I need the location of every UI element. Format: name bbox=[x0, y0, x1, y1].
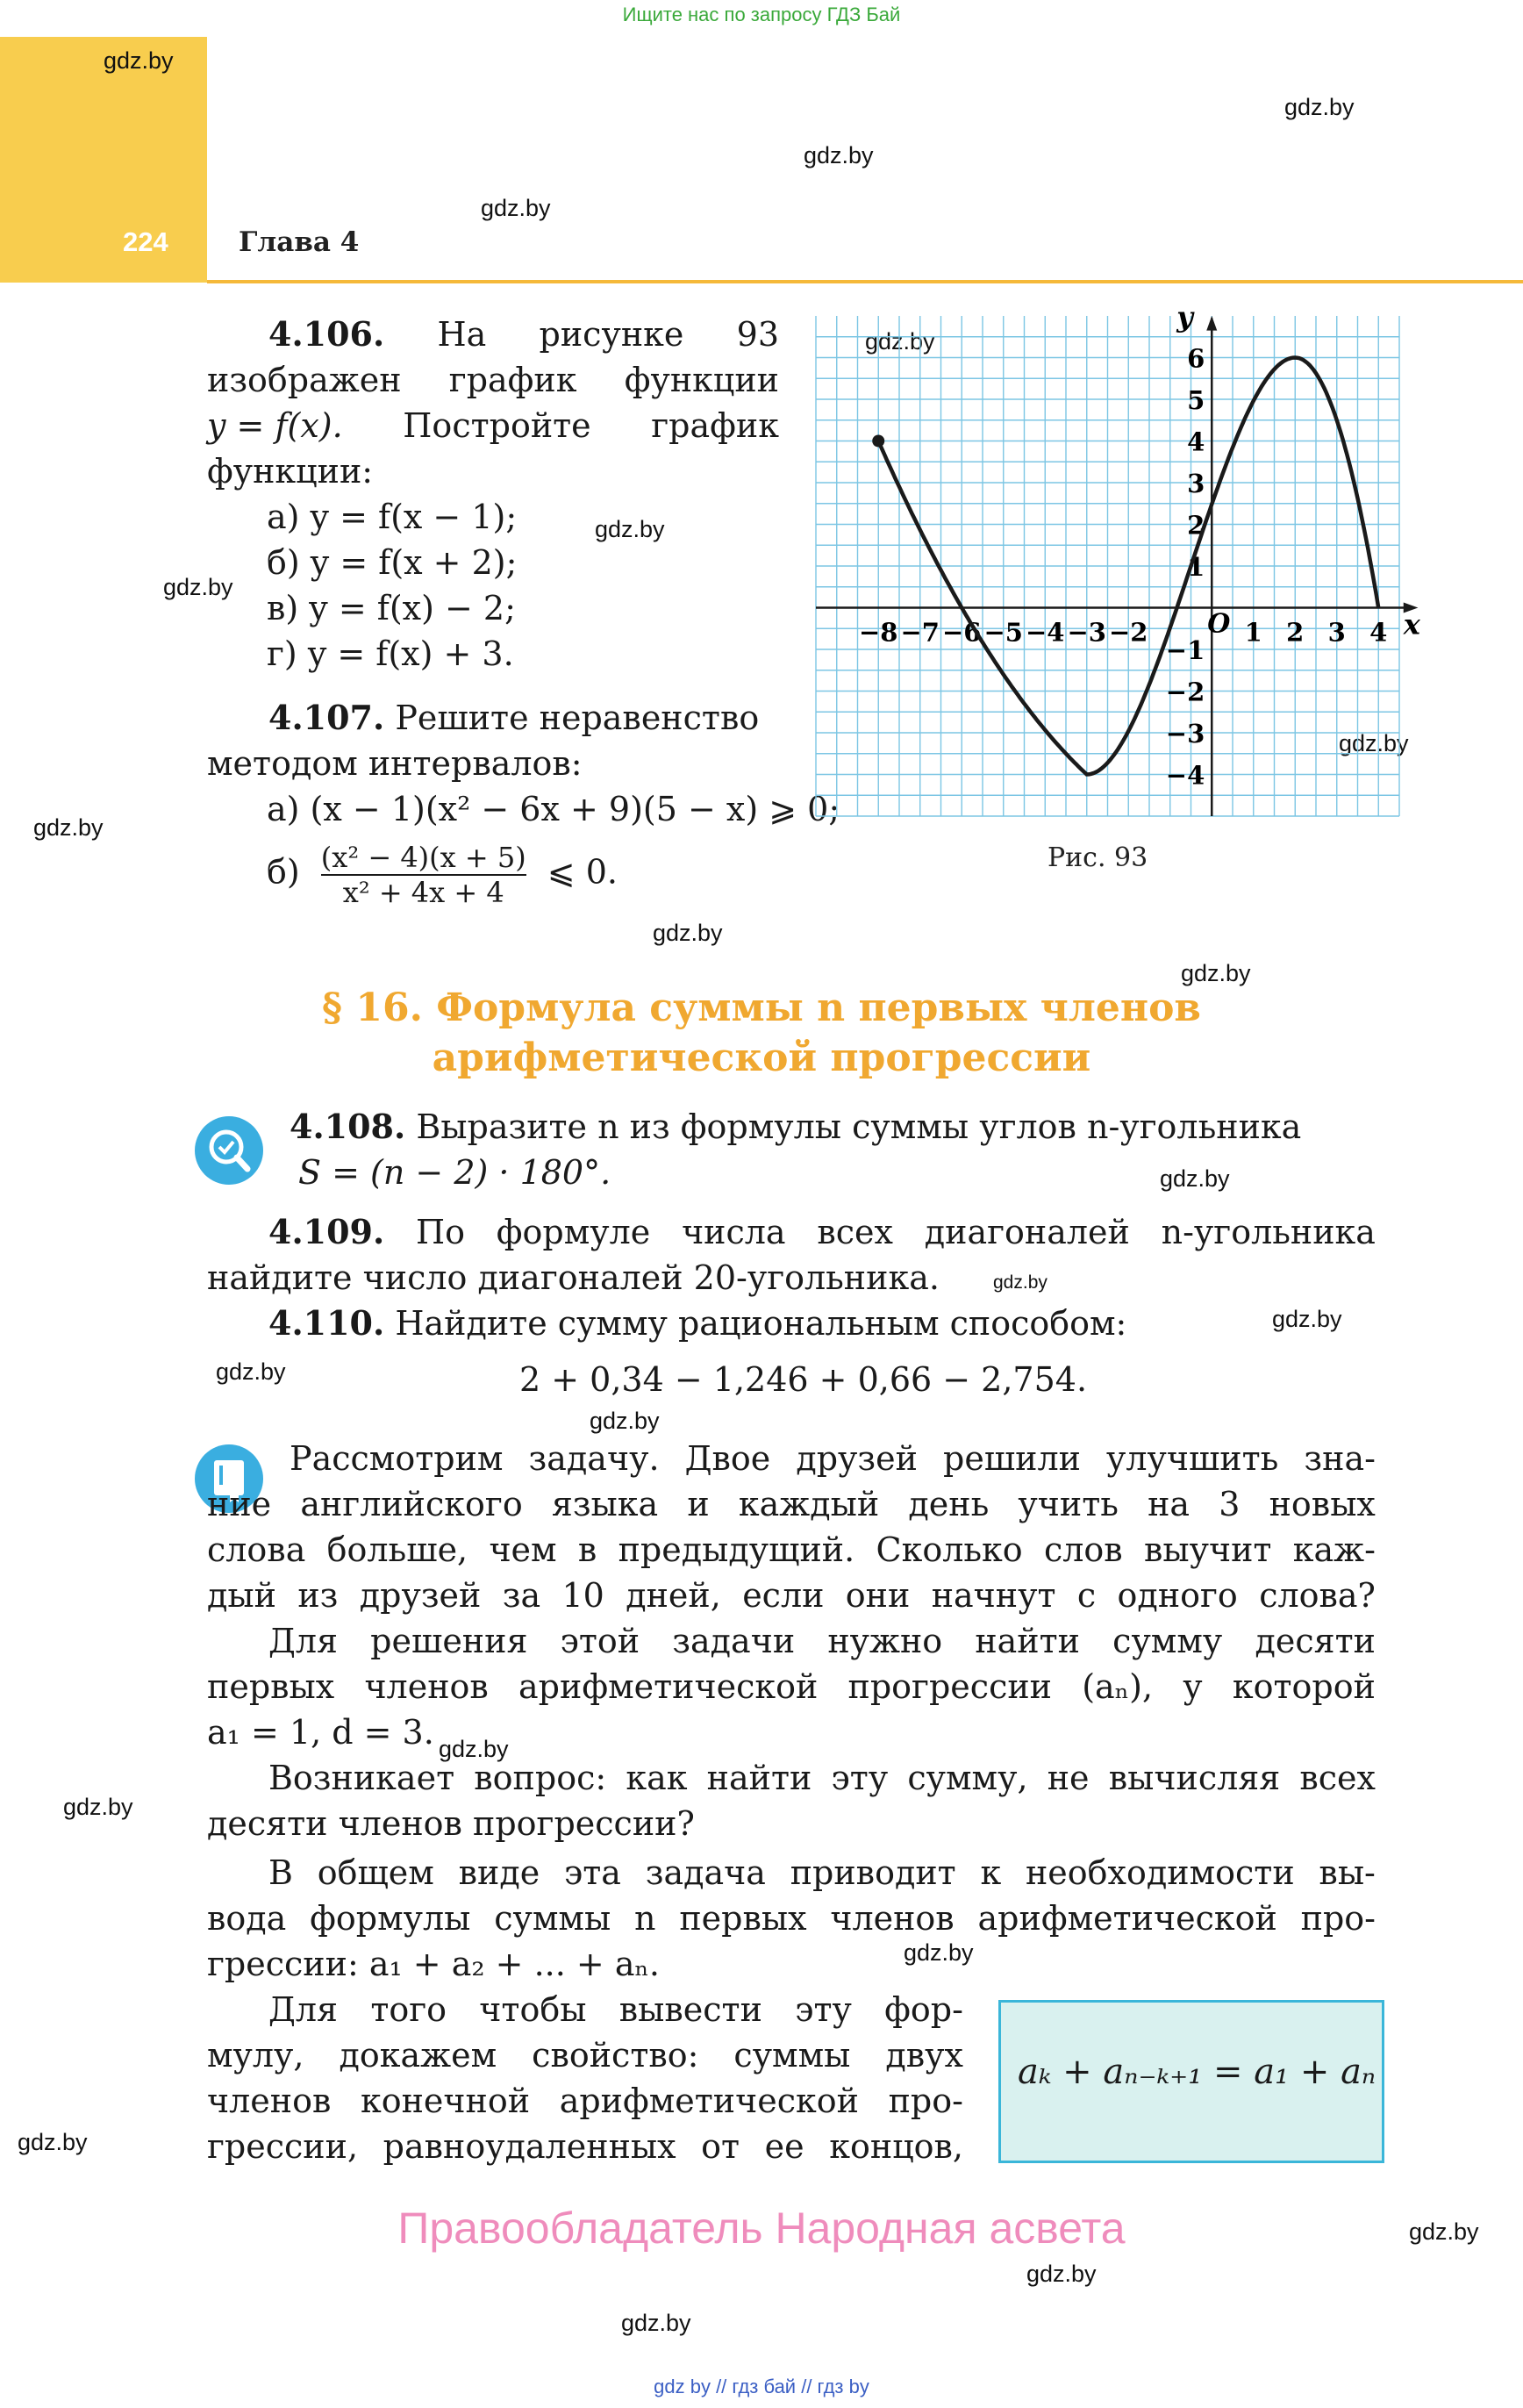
task-number: 4.106. bbox=[268, 314, 385, 354]
task-4-107 bbox=[207, 695, 840, 909]
watermark: gdz.by bbox=[63, 1794, 133, 1820]
word: мулу, bbox=[207, 2036, 304, 2075]
bottom-links[interactable]: gdz by // гдз бай // гдз by bbox=[654, 2376, 869, 2397]
paragraph bbox=[207, 1436, 1376, 1618]
text: Найдите сумму рациональным способом: bbox=[395, 1304, 1127, 1343]
word: грессии, bbox=[207, 2127, 359, 2166]
word: слова bbox=[207, 1530, 306, 1569]
watermark: gdz.by bbox=[653, 920, 723, 946]
task-number: 4.109. bbox=[268, 1212, 385, 1251]
word: у bbox=[1183, 1667, 1203, 1706]
word: n bbox=[634, 1899, 656, 1938]
section-title-line: § 16. Формула суммы n первых членов bbox=[322, 985, 1201, 1030]
word: если bbox=[742, 1576, 825, 1615]
watermark: gdz.by bbox=[993, 1272, 1048, 1293]
watermark: gdz.by bbox=[104, 47, 174, 74]
text-line bbox=[207, 1850, 1376, 1896]
label: б) bbox=[267, 852, 300, 892]
y-tick-label: 2 bbox=[1187, 510, 1205, 541]
word: суммы bbox=[494, 1899, 611, 1938]
word: докажем bbox=[339, 2036, 497, 2075]
x-tick-label: −3 bbox=[1067, 617, 1106, 648]
watermark: gdz.by bbox=[904, 1939, 974, 1966]
word: которой bbox=[1232, 1667, 1376, 1706]
watermark: gdz.by bbox=[216, 1358, 286, 1385]
word: про- bbox=[1300, 1899, 1376, 1938]
word: одного bbox=[1117, 1576, 1238, 1615]
word: к bbox=[980, 1853, 1002, 1892]
text-line: грессии: a₁ + a₂ + ... + aₙ. bbox=[207, 1945, 661, 1983]
word: рисунке bbox=[539, 315, 684, 354]
text-line bbox=[207, 1527, 1376, 1573]
word: задачу. bbox=[528, 1439, 660, 1478]
y-tick-label: 6 bbox=[1187, 343, 1205, 374]
y-tick-label: −4 bbox=[1165, 760, 1205, 791]
header-rule bbox=[207, 280, 1523, 283]
word: На bbox=[437, 315, 487, 354]
watermark: gdz.by bbox=[621, 2310, 691, 2336]
text-line bbox=[207, 1481, 1376, 1527]
watermark: gdz.by bbox=[439, 1736, 509, 1762]
x-tick-label: −8 bbox=[859, 617, 898, 648]
word: арифметической bbox=[518, 1667, 819, 1706]
word: слов bbox=[1043, 1530, 1123, 1569]
word: вывести bbox=[618, 1990, 762, 2029]
word: изображен bbox=[207, 361, 402, 399]
word: слова? bbox=[1259, 1576, 1376, 1615]
word: задачи bbox=[672, 1622, 796, 1660]
word: первых bbox=[679, 1899, 807, 1938]
section-title bbox=[0, 983, 1523, 1083]
word: про- bbox=[888, 2082, 963, 2120]
word: вода bbox=[207, 1899, 287, 1938]
task-4-109 bbox=[207, 1209, 1376, 1301]
watermark: gdz.by bbox=[481, 195, 551, 221]
word: нужно bbox=[827, 1622, 943, 1660]
watermark: gdz.by bbox=[1026, 2261, 1097, 2287]
word: суммы bbox=[733, 2036, 851, 2075]
watermark: gdz.by bbox=[1272, 1306, 1342, 1332]
y-tick-label: 5 bbox=[1187, 385, 1205, 415]
x-tick-label: −6 bbox=[942, 617, 982, 648]
word: ее bbox=[764, 2127, 804, 2166]
paragraph bbox=[207, 1987, 963, 2169]
word: формуле bbox=[496, 1213, 651, 1251]
word: чтобы bbox=[479, 1990, 587, 2029]
x-tick-label: 1 bbox=[1244, 617, 1262, 648]
text-line bbox=[207, 2124, 963, 2169]
word: языка bbox=[551, 1485, 659, 1523]
word: улучшить bbox=[1106, 1439, 1279, 1478]
word: эту bbox=[795, 1990, 852, 2029]
origin-label: O bbox=[1207, 608, 1231, 640]
y-tick-label: 1 bbox=[1187, 552, 1205, 582]
word: не bbox=[1047, 1759, 1090, 1797]
word: членов bbox=[364, 1667, 489, 1706]
word: членов bbox=[830, 1899, 955, 1938]
word: 10 bbox=[561, 1576, 604, 1615]
grid bbox=[816, 316, 1399, 816]
watermark: gdz.by bbox=[865, 328, 935, 355]
word: свойство: bbox=[532, 2036, 699, 2075]
word: найти bbox=[975, 1622, 1080, 1660]
word: больше, bbox=[326, 1530, 468, 1569]
word: выучит bbox=[1143, 1530, 1272, 1569]
formula: y = f(x). bbox=[207, 406, 343, 445]
word: сумму bbox=[1112, 1622, 1223, 1660]
word: в bbox=[577, 1530, 597, 1569]
x-tick-label: −2 bbox=[1109, 617, 1148, 648]
section-title-line: арифметической прогрессии bbox=[432, 1036, 1091, 1080]
word: из bbox=[297, 1576, 339, 1615]
word: По bbox=[416, 1213, 466, 1251]
word: друзей bbox=[359, 1576, 482, 1615]
text-line bbox=[207, 1896, 1376, 1941]
word: членов bbox=[207, 2082, 332, 2120]
word: предыдущий. bbox=[618, 1530, 855, 1569]
word: дней, bbox=[626, 1576, 721, 1615]
paragraph bbox=[207, 1850, 1376, 1941]
word: числа bbox=[682, 1213, 786, 1251]
y-tick-label: 3 bbox=[1187, 469, 1205, 498]
word: 3 bbox=[1219, 1485, 1241, 1523]
word: всех bbox=[817, 1213, 893, 1251]
chapter-title: Глава 4 bbox=[239, 226, 360, 258]
word: каж- bbox=[1292, 1530, 1376, 1569]
paragraph bbox=[207, 1618, 1376, 1709]
x-axis-label: x bbox=[1403, 607, 1420, 641]
word: Двое bbox=[684, 1439, 771, 1478]
word: равноудаленных bbox=[383, 2127, 676, 2166]
y-axis-arrow bbox=[1206, 316, 1217, 331]
y-tick-label: −2 bbox=[1165, 677, 1205, 707]
relation: ⩽ 0. bbox=[547, 852, 618, 892]
text-line bbox=[207, 1664, 1376, 1709]
subtask-c: в) y = f(x) − 2; bbox=[267, 589, 516, 627]
word: каждый bbox=[738, 1485, 880, 1523]
y-axis-label: y bbox=[1176, 299, 1193, 333]
watermark: gdz.by bbox=[1181, 960, 1251, 986]
word: график bbox=[651, 406, 779, 445]
expression: 2 + 0,34 − 1,246 + 0,66 − 2,754. bbox=[519, 1360, 1088, 1399]
start-point bbox=[872, 435, 884, 448]
word: день bbox=[908, 1485, 990, 1523]
word: эту bbox=[831, 1759, 889, 1797]
word: диагоналей bbox=[924, 1213, 1130, 1251]
word: функции bbox=[624, 361, 779, 399]
text-line: a₁ = 1, d = 3. bbox=[207, 1713, 434, 1752]
watermark: gdz.by bbox=[1160, 1165, 1230, 1192]
word: вопрос: bbox=[474, 1759, 607, 1797]
watermark: gdz.by bbox=[595, 516, 665, 542]
word: найти bbox=[706, 1759, 812, 1797]
text: Выразите n из формулы суммы углов n-угольника bbox=[416, 1107, 1302, 1146]
word: В bbox=[268, 1853, 293, 1892]
word: английского bbox=[300, 1485, 523, 1523]
task-number: 4.110. bbox=[268, 1303, 385, 1343]
word: вы- bbox=[1319, 1853, 1376, 1892]
x-tick-label: −4 bbox=[1026, 617, 1065, 648]
word: эта bbox=[563, 1853, 621, 1892]
word: Для bbox=[268, 1622, 339, 1660]
subtask-b: б) y = f(x + 2); bbox=[267, 543, 518, 582]
text-line: найдите число диагоналей 20-угольника. bbox=[207, 1258, 940, 1297]
subtask-a: а) y = f(x − 1); bbox=[267, 498, 518, 536]
text-line bbox=[207, 1755, 1376, 1801]
watermark: gdz.by bbox=[1339, 730, 1409, 756]
fraction bbox=[321, 841, 526, 909]
numerator: (x² − 4)(x + 5) bbox=[320, 841, 526, 874]
word: всех bbox=[1299, 1759, 1376, 1797]
function-graph bbox=[807, 299, 1420, 825]
word: учить bbox=[1018, 1485, 1119, 1523]
word: первых bbox=[207, 1667, 335, 1706]
page-number: 224 bbox=[123, 226, 168, 257]
word: концов, bbox=[829, 2127, 963, 2166]
watermark: gdz.by bbox=[18, 2129, 88, 2155]
text-line bbox=[207, 1987, 963, 2032]
word: на bbox=[1148, 1485, 1191, 1523]
word: сумму, bbox=[907, 1759, 1028, 1797]
word: решили bbox=[943, 1439, 1081, 1478]
text-line: методом интервалов: bbox=[207, 744, 583, 783]
task-4-108 bbox=[290, 1104, 1301, 1195]
word: общем bbox=[317, 1853, 434, 1892]
figure-caption: Рис. 93 bbox=[1048, 842, 1148, 873]
text-line bbox=[207, 2032, 963, 2078]
word: десяти bbox=[1255, 1622, 1376, 1660]
word: Возникает bbox=[268, 1759, 455, 1797]
word: Постройте bbox=[403, 406, 591, 445]
task-number: 4.108. bbox=[290, 1107, 406, 1146]
top-banner: Ищите нас по запросу ГДЗ Бай bbox=[622, 4, 901, 25]
word: фор- bbox=[884, 1990, 963, 2029]
text-line bbox=[207, 1573, 1376, 1618]
watermark: gdz.by bbox=[33, 814, 104, 841]
word: с bbox=[1076, 1576, 1097, 1615]
word: начнут bbox=[931, 1576, 1056, 1615]
watermark: gdz.by bbox=[590, 1408, 660, 1434]
y-tick-label: 4 bbox=[1187, 426, 1205, 457]
word: (aₙ), bbox=[1082, 1667, 1154, 1706]
word: двух bbox=[885, 2036, 963, 2075]
x-tick-label: 2 bbox=[1286, 617, 1305, 648]
formula: S = (n − 2) · 180°. bbox=[298, 1153, 611, 1192]
watermark: gdz.by bbox=[804, 142, 874, 168]
word: этой bbox=[560, 1622, 640, 1660]
word: формулы bbox=[310, 1899, 471, 1938]
search-icon bbox=[195, 1116, 263, 1185]
text-line: десяти членов прогрессии? bbox=[207, 1804, 695, 1843]
denominator: x² + 4x + 4 bbox=[321, 874, 526, 909]
y-tick-label: −1 bbox=[1165, 635, 1205, 665]
text-line bbox=[207, 2078, 963, 2124]
word: дый bbox=[207, 1576, 276, 1615]
word: друзей bbox=[796, 1439, 918, 1478]
text-line bbox=[207, 1618, 1376, 1664]
text-line bbox=[207, 1436, 1376, 1481]
word: как bbox=[626, 1759, 688, 1797]
word: прогрессии bbox=[847, 1667, 1053, 1706]
word: Для bbox=[268, 1990, 339, 2029]
x-tick-label: −7 bbox=[900, 617, 940, 648]
word: новых bbox=[1269, 1485, 1376, 1523]
y-tick-label: −3 bbox=[1165, 719, 1205, 749]
subtask-a: а) (x − 1)(x² − 6x + 9)(5 − x) ⩾ 0; bbox=[267, 790, 840, 828]
text: Решите неравенство bbox=[395, 699, 760, 737]
task-4-106 bbox=[207, 312, 779, 677]
subtask-d: г) y = f(x) + 3. bbox=[267, 634, 514, 673]
paragraph bbox=[207, 1755, 1376, 1801]
word: и bbox=[687, 1485, 710, 1523]
x-tick-label: −5 bbox=[983, 617, 1023, 648]
x-tick-label: 4 bbox=[1369, 617, 1388, 648]
word: того bbox=[370, 1990, 447, 2029]
word: Рассмотрим bbox=[290, 1439, 504, 1478]
magnifier-check-icon bbox=[195, 1116, 263, 1185]
word: виде bbox=[458, 1853, 540, 1892]
word: чем bbox=[489, 1530, 557, 1569]
copyright-footer: Правообладатель Народная асвета bbox=[397, 2204, 1126, 2253]
word: необходимости bbox=[1025, 1853, 1295, 1892]
word: арифметической bbox=[977, 1899, 1277, 1938]
word: задача bbox=[645, 1853, 766, 1892]
word: они bbox=[845, 1576, 911, 1615]
word: решения bbox=[370, 1622, 528, 1660]
formula-box-text: aₖ + aₙ₋ₖ₊₁ = a₁ + aₙ bbox=[1018, 2052, 1376, 2092]
text-line: функции: bbox=[207, 452, 374, 491]
word: вычисляя bbox=[1108, 1759, 1281, 1797]
word: конечной bbox=[360, 2082, 531, 2120]
word: n-угольника bbox=[1161, 1213, 1376, 1251]
word: 93 bbox=[736, 315, 779, 354]
word: график bbox=[448, 361, 577, 399]
task-4-110 bbox=[268, 1301, 1126, 1346]
watermark: gdz.by bbox=[1284, 94, 1355, 120]
word: Сколько bbox=[876, 1530, 1023, 1569]
watermark: gdz.by bbox=[1409, 2218, 1479, 2245]
word: арифметической bbox=[559, 2082, 859, 2120]
x-tick-label: 3 bbox=[1327, 617, 1346, 648]
watermark: gdz.by bbox=[163, 574, 233, 600]
word: за bbox=[502, 1576, 541, 1615]
task-number: 4.107. bbox=[268, 698, 385, 737]
subtask-b bbox=[207, 841, 840, 909]
word: от bbox=[701, 2127, 740, 2166]
word: ние bbox=[207, 1485, 272, 1523]
word: зна- bbox=[1304, 1439, 1376, 1478]
word: приводит bbox=[790, 1853, 956, 1892]
